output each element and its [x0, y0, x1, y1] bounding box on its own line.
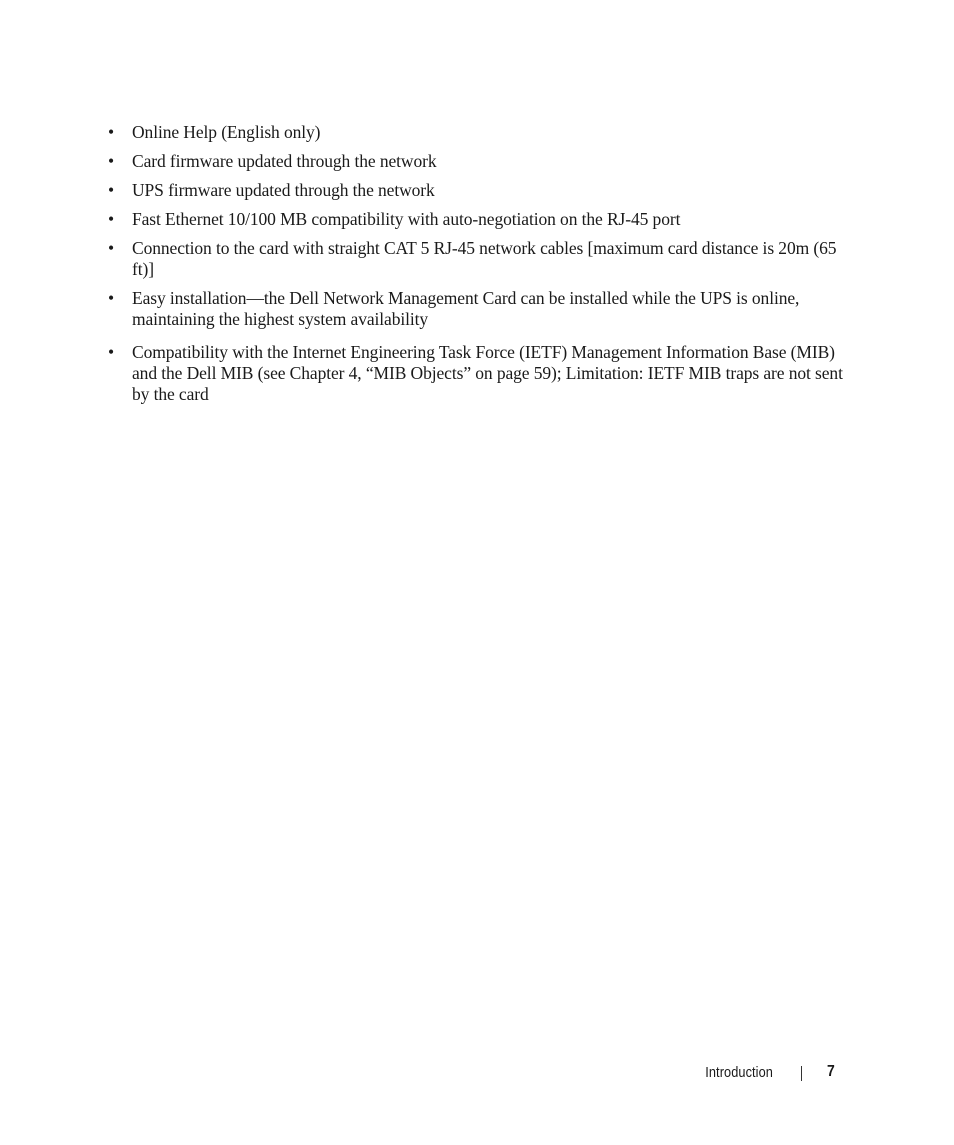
- feature-list: [108, 122, 856, 413]
- list-item-text: Card firmware updated through the network: [132, 151, 437, 171]
- list-item: [108, 209, 856, 230]
- bullet-icon: •: [108, 342, 115, 362]
- bullet-icon: •: [108, 288, 115, 308]
- page-footer: [0, 1063, 954, 1085]
- list-item-text: Connection to the card with straight CAT 5 RJ-45 network cables [maximum card distance is 20m (65 ft)]: [132, 238, 837, 279]
- list-item-text: Online Help (English only): [132, 122, 321, 142]
- list-item: [108, 180, 856, 201]
- bullet-icon: •: [108, 238, 115, 258]
- list-item-text: UPS firmware updated through the network: [132, 180, 435, 200]
- page-number: 7: [827, 1063, 835, 1080]
- footer-section-title: Introduction: [705, 1065, 773, 1081]
- list-item: [108, 288, 856, 330]
- bullet-icon: •: [108, 122, 115, 142]
- bullet-icon: •: [108, 151, 115, 171]
- list-item-text: Easy installation—the Dell Network Management Card can be installed while the UPS is online, maintaining the highest system availability: [132, 288, 800, 329]
- list-item-text: Fast Ethernet 10/100 MB compatibility with auto-negotiation on the RJ-45 port: [132, 209, 681, 229]
- list-item: [108, 342, 856, 405]
- list-item: [108, 238, 856, 280]
- list-item: [108, 151, 856, 172]
- list-item: [108, 122, 856, 143]
- bullet-icon: •: [108, 180, 115, 200]
- bullet-icon: •: [108, 209, 115, 229]
- list-item-text: Compatibility with the Internet Engineering Task Force (IETF) Management Information Base (MIB) and the Dell MIB (see Chapter 4, “MIB Objects” on page 59); Limitation: IETF MIB traps are not sent by the card: [132, 342, 843, 404]
- footer-divider: [801, 1066, 802, 1081]
